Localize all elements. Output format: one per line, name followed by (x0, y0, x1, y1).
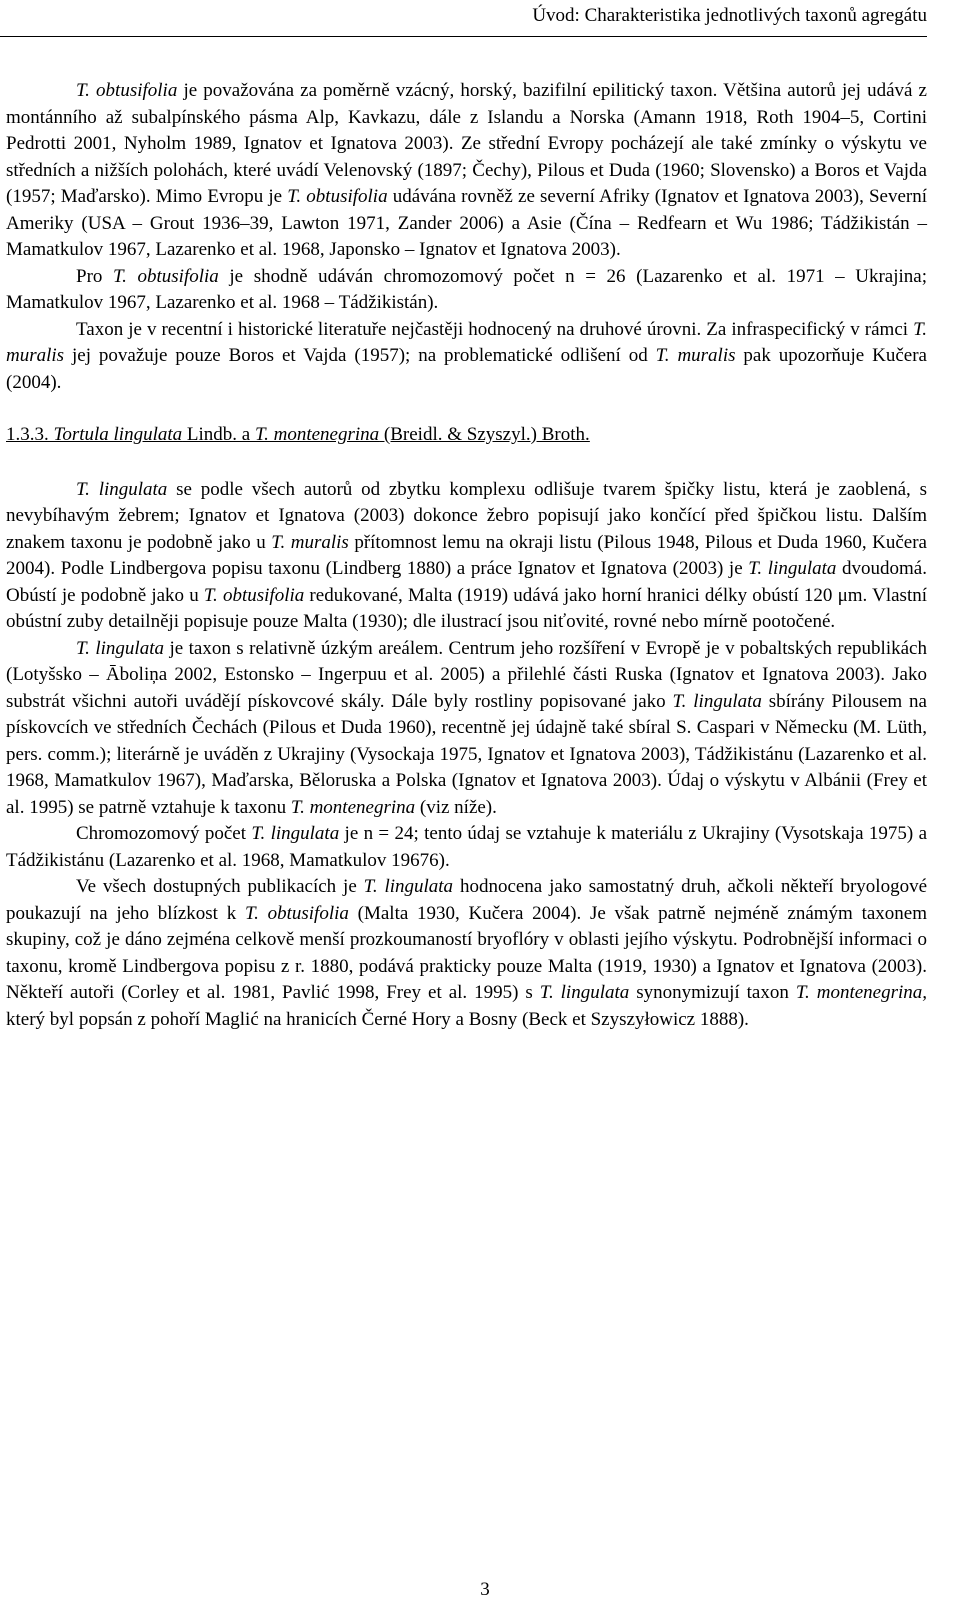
text-run: Taxon je v recentní i historické literatuře nejčastěji hodnocený na druhové úrovni. Za infraspecifický v rámci (76, 318, 914, 340)
text-run: je n = 24; tento údaj se vztahuje k materiálu z Ukrajiny (Vysotskaja 1975) a Tádžikistánu (Lazarenko et al. 1968, Mamatkulov 19676). (6, 823, 928, 871)
body-paragraph (6, 477, 927, 636)
text-run: je shodně udáván chromozomový počet n = 26 (Lazarenko et al. 1971 – Ukrajina; Mamatkulov 1967, Lazarenko et al. 1968 – Tádžikistán). (6, 265, 928, 313)
taxon-name: T. montenegrina, (795, 982, 928, 1003)
taxon-name: T. muralis (655, 345, 736, 366)
text-run: je považována za poměrně vzácný, horský, bazifilní epilitický taxon. Většina autorů jej udává z montánního až subalpínského pásma Alp, Kavkazu, dále z Islandu a Norska (Amann 1918, Roth 1904–5, Cortini Pedrotti 2001, Nyholm 1989, Ignatov et Ignatova 2003). Ze střední Evropy pocházejí ale také zmínky o výskytu ve středních a nižších polohách, které uvádí Velenovský (1897; Čechy), Pilous et Duda (1960; Slovensko) a Boros et Vajda (1957; Maďarsko). Mimo Evropu je (6, 80, 927, 207)
body-paragraph (6, 821, 927, 874)
body-paragraph (6, 264, 927, 317)
section-heading (6, 396, 927, 477)
taxon-name: T. montenegrina (290, 796, 416, 818)
text-run: je taxon s relativně úzkým areálem. Centrum jeho rozšíření v Evropě je v pobaltských republikách (Lotyšsko – Āboliņa 2002, Estonsko – Ingerpuu et al. 2005) a přilehlé části Ruska (Ignatov et Ignatova 2003). Jako substrát všichni autoři uvádějí pískovcové skály. Dále byly rostliny popisované jako (6, 637, 927, 712)
text-run: sbírány Pilousem na pískovcích ve středních Čechách (Pilous et Duda 1960), recentně jej údajně také sbíral S. Caspari v Německu (M. Lüth, pers. comm.); literárně je uváděn z Ukrajiny (Vysockaja 1975, Ignatov et Ignatova 2003), Tádžikistánu (Lazarenko et al. 1968, Mamatkulov 1967), Maďarska, Běloruska a Polska (Ignatov et Ignatova 2003). Údaj o výskytu v Albánii (Frey et al. 1995) se patrně vztahuje k taxonu (6, 690, 927, 818)
taxon-name: T. lingulata (672, 690, 762, 712)
text-run: (Malta 1930, Kučera 2004). Je však patrně nejméně známým taxonem skupiny, což je dáno zejména celkově menší prozkoumaností bryoflóry v oblasti jejího výskytu. Podrobnější informaci o taxonu, kromě Lindbergova popisu z r. 1880, podává prakticky pouze Malta (1919, 1930) a Ignatov et Ignatova (2003). Někteří autoři (Corley et al. 1981, Pavlić 1998, Frey et al. 1995) s (6, 902, 927, 1003)
text-run: přítomnost lemu na okraji listu (Pilous 1948, Pilous et Duda 1960, Kučera 2004). Podle Lindbergova popisu taxonu (Lindberg 1880) a práce Ignatov et Ignatova (2003) je (6, 531, 927, 579)
body-paragraph (6, 636, 927, 822)
text-run: pak upozorňuje Kučera (2004). (6, 345, 927, 393)
text-run: 1.3.3. (6, 424, 54, 445)
taxon-name: Tortula lingulata (53, 424, 183, 445)
text-run: hodnocena jako samostatný druh, ačkoli někteří bryologové poukazují na jeho blízkost k (6, 876, 927, 924)
text-run: (viz níže). (415, 796, 497, 818)
body-paragraph (6, 874, 927, 1033)
text-run: jej považuje pouze Boros et Vajda (1957); na problematické odlišení od (64, 345, 656, 366)
taxon-name: T. obtusifolia (244, 902, 349, 924)
taxon-name: T. lingulata (76, 637, 164, 659)
taxon-name: T. lingulata (76, 478, 168, 500)
body-text (6, 78, 927, 1033)
taxon-name: T. muralis (6, 318, 927, 366)
text-run: udávána rovněž ze severní Afriky (Ignatov et Ignatova 2003), Severní Ameriky (USA – Grout 1936–39, Lawton 1971, Zander 2006) a Asie (Čína – Redfearn et Wu 1986; Tádžikistán – Mamatkulov 1967, Lazarenko et al. 1968, Japonsko – Ignatov et Ignatova 2003). (6, 186, 927, 260)
text-run: Ve všech dostupných publikacích je (76, 876, 364, 897)
taxon-name: T. lingulata (251, 823, 340, 844)
taxon-name: T. muralis (271, 531, 349, 553)
text-run: dvoudomá. Obústí je podobně jako u (6, 558, 927, 606)
taxon-name: T. obtusifolia (287, 186, 388, 207)
page-number: 3 (480, 1579, 490, 1600)
taxon-name: T. lingulata (539, 982, 630, 1003)
text-run: se podle všech autorů od zbytku komplexu odlišuje tvarem špičky listu, která je zaoblená, s nevybíhavým žebrem; Ignatov et Ignatova (2003) dokonce žebro popisují jako končící před špičkou listu. Dalším znakem taxonu je podobně jako u (6, 478, 927, 553)
text-run: (Breidl. & Szyszyl.) Broth. (379, 424, 590, 445)
taxon-name: T. obtusifolia (203, 584, 305, 606)
header-divider (0, 36, 927, 37)
text-run: Pro (76, 265, 113, 287)
body-paragraph (6, 78, 927, 264)
text-run: Chromozomový počet (76, 823, 252, 844)
section-heading-text (6, 424, 590, 445)
taxon-name: T. lingulata (363, 876, 454, 897)
taxon-name: T. montenegrina (254, 424, 380, 445)
running-header: Úvod: Charakteristika jednotlivých taxonů agregátu (532, 5, 927, 26)
text-run: synonymizují taxon (629, 982, 796, 1003)
taxon-name: T. obtusifolia (76, 80, 178, 101)
text-run: redukované, Malta (1919) udává jako horní hranici délky obústí 120 μm. Vlastní obústní zuby detailněji popisuje pouze Malta (1930); dle ilustrací jsou niťovité, rovné nebo mírně pootočené. (6, 584, 928, 632)
body-paragraph (6, 317, 927, 397)
text-run: který byl popsán z pohoří Maglić na hranicích Černé Hory a Bosny (Beck et Szyszyłowicz 1888). (6, 1008, 749, 1030)
taxon-name: T. lingulata (748, 558, 837, 579)
text-run: Lindb. a (182, 424, 255, 445)
taxon-name: T. obtusifolia (113, 265, 219, 287)
